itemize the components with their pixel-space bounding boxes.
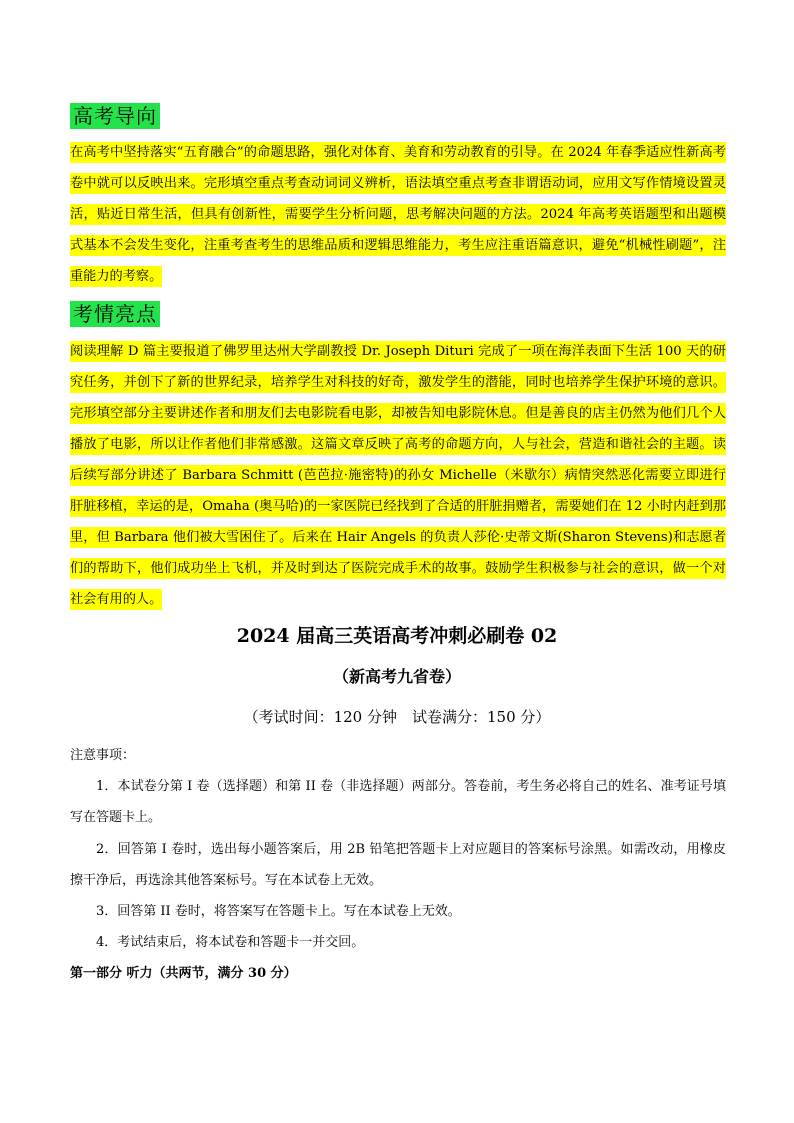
- guidance-text: 在高考中坚持落实“五育融合”的命题思路，强化对体育、美育和劳动教育的引导。在 2024 年春季适应性新高考卷中就可以反映出来。完形填空重点考查动词词义辨析，语法填空重点考查非谓语动词，应用文写作情境设置灵活，贴近日常生活，但具有创新性，需要学生分析问题，思考解决问题的方法。2024 年高考英语题型和出题模式基本不会发生变化，注重考查考生的思维品质和逻辑思维能力，考生应注重语篇意识，避免“机械性刷题”，注重能力的考察。: [70, 142, 726, 287]
- exam-subtitle: （新高考九省卷）: [332, 667, 461, 686]
- section-heading-highlights: 考情亮点: [70, 301, 160, 327]
- section-heading-guidance: 高考导向: [70, 103, 160, 129]
- guidance-paragraph: [70, 137, 726, 292]
- note-item-2: 2．回答第 I 卷时，选出每小题答案后，用 2B 铅笔把答题卡上对应题目的答案标号涂黑。如需改动，用橡皮擦干净后，再选涂其他答案标号。写在本试卷上无效。: [70, 842, 726, 888]
- exam-info: （考试时间：120 分钟 试卷满分：150 分）: [243, 708, 551, 726]
- note-item-3: 3．回答第 II 卷时，将答案写在答题卡上。写在本试卷上无效。: [96, 904, 461, 919]
- note-item-4: 4．考试结束后，将本试卷和答题卡一并交回。: [96, 935, 365, 950]
- part-heading-listening: 第一部分 听力（共两节，满分 30 分）: [70, 966, 297, 981]
- note-item-1: 1．本试卷分第 I 卷（选择题）和第 II 卷（非选择题）两部分。答卷前，考生务必将自己的姓名、准考证号填写在答题卡上。: [70, 779, 726, 825]
- notes-heading: 注意事项：: [70, 748, 136, 763]
- exam-title: 2024 届高三英语高考冲刺必刷卷 02: [236, 625, 558, 647]
- highlights-text: 阅读理解 D 篇主要报道了佛罗里达州大学副教授 Dr. Joseph Dituri 完成了一项在海洋表面下生活 100 天的研究任务，并创下了新的世界纪录，培养学生对科技的好奇，激发学生的潜能，同时也培养学生保护环境的意识。完形填空部分主要讲述作者和朋友们去电影院看电影，却被告知电影院休息。但是善良的店主仍然为他们几个人播放了电影，所以让作者他们非常感激。这篇文章反映了高考的命题方向，人与社会，营造和谐社会的主题。读后续写部分讲述了 Barbara Schmitt (芭芭拉·施密特)的孙女 Michelle（米歇尔）病情突然恶化需要立即进行肝脏移植，幸运的是，Omaha (奥马哈)的一家医院已经找到了合适的肝脏捐赠者，需要她们在 12 小时内赶到那里，但 Barbara 他们被大雪困住了。后来在 Hair Angels 的负责人莎伦·史蒂文斯(Sharon Stevens)和志愿者们的帮助下，他们成功坐上飞机，并及时到达了医院完成手术的故事。鼓励学生积极参与社会的意识，做一个对社会有用的人。: [70, 341, 726, 610]
- highlights-paragraph: [70, 336, 726, 615]
